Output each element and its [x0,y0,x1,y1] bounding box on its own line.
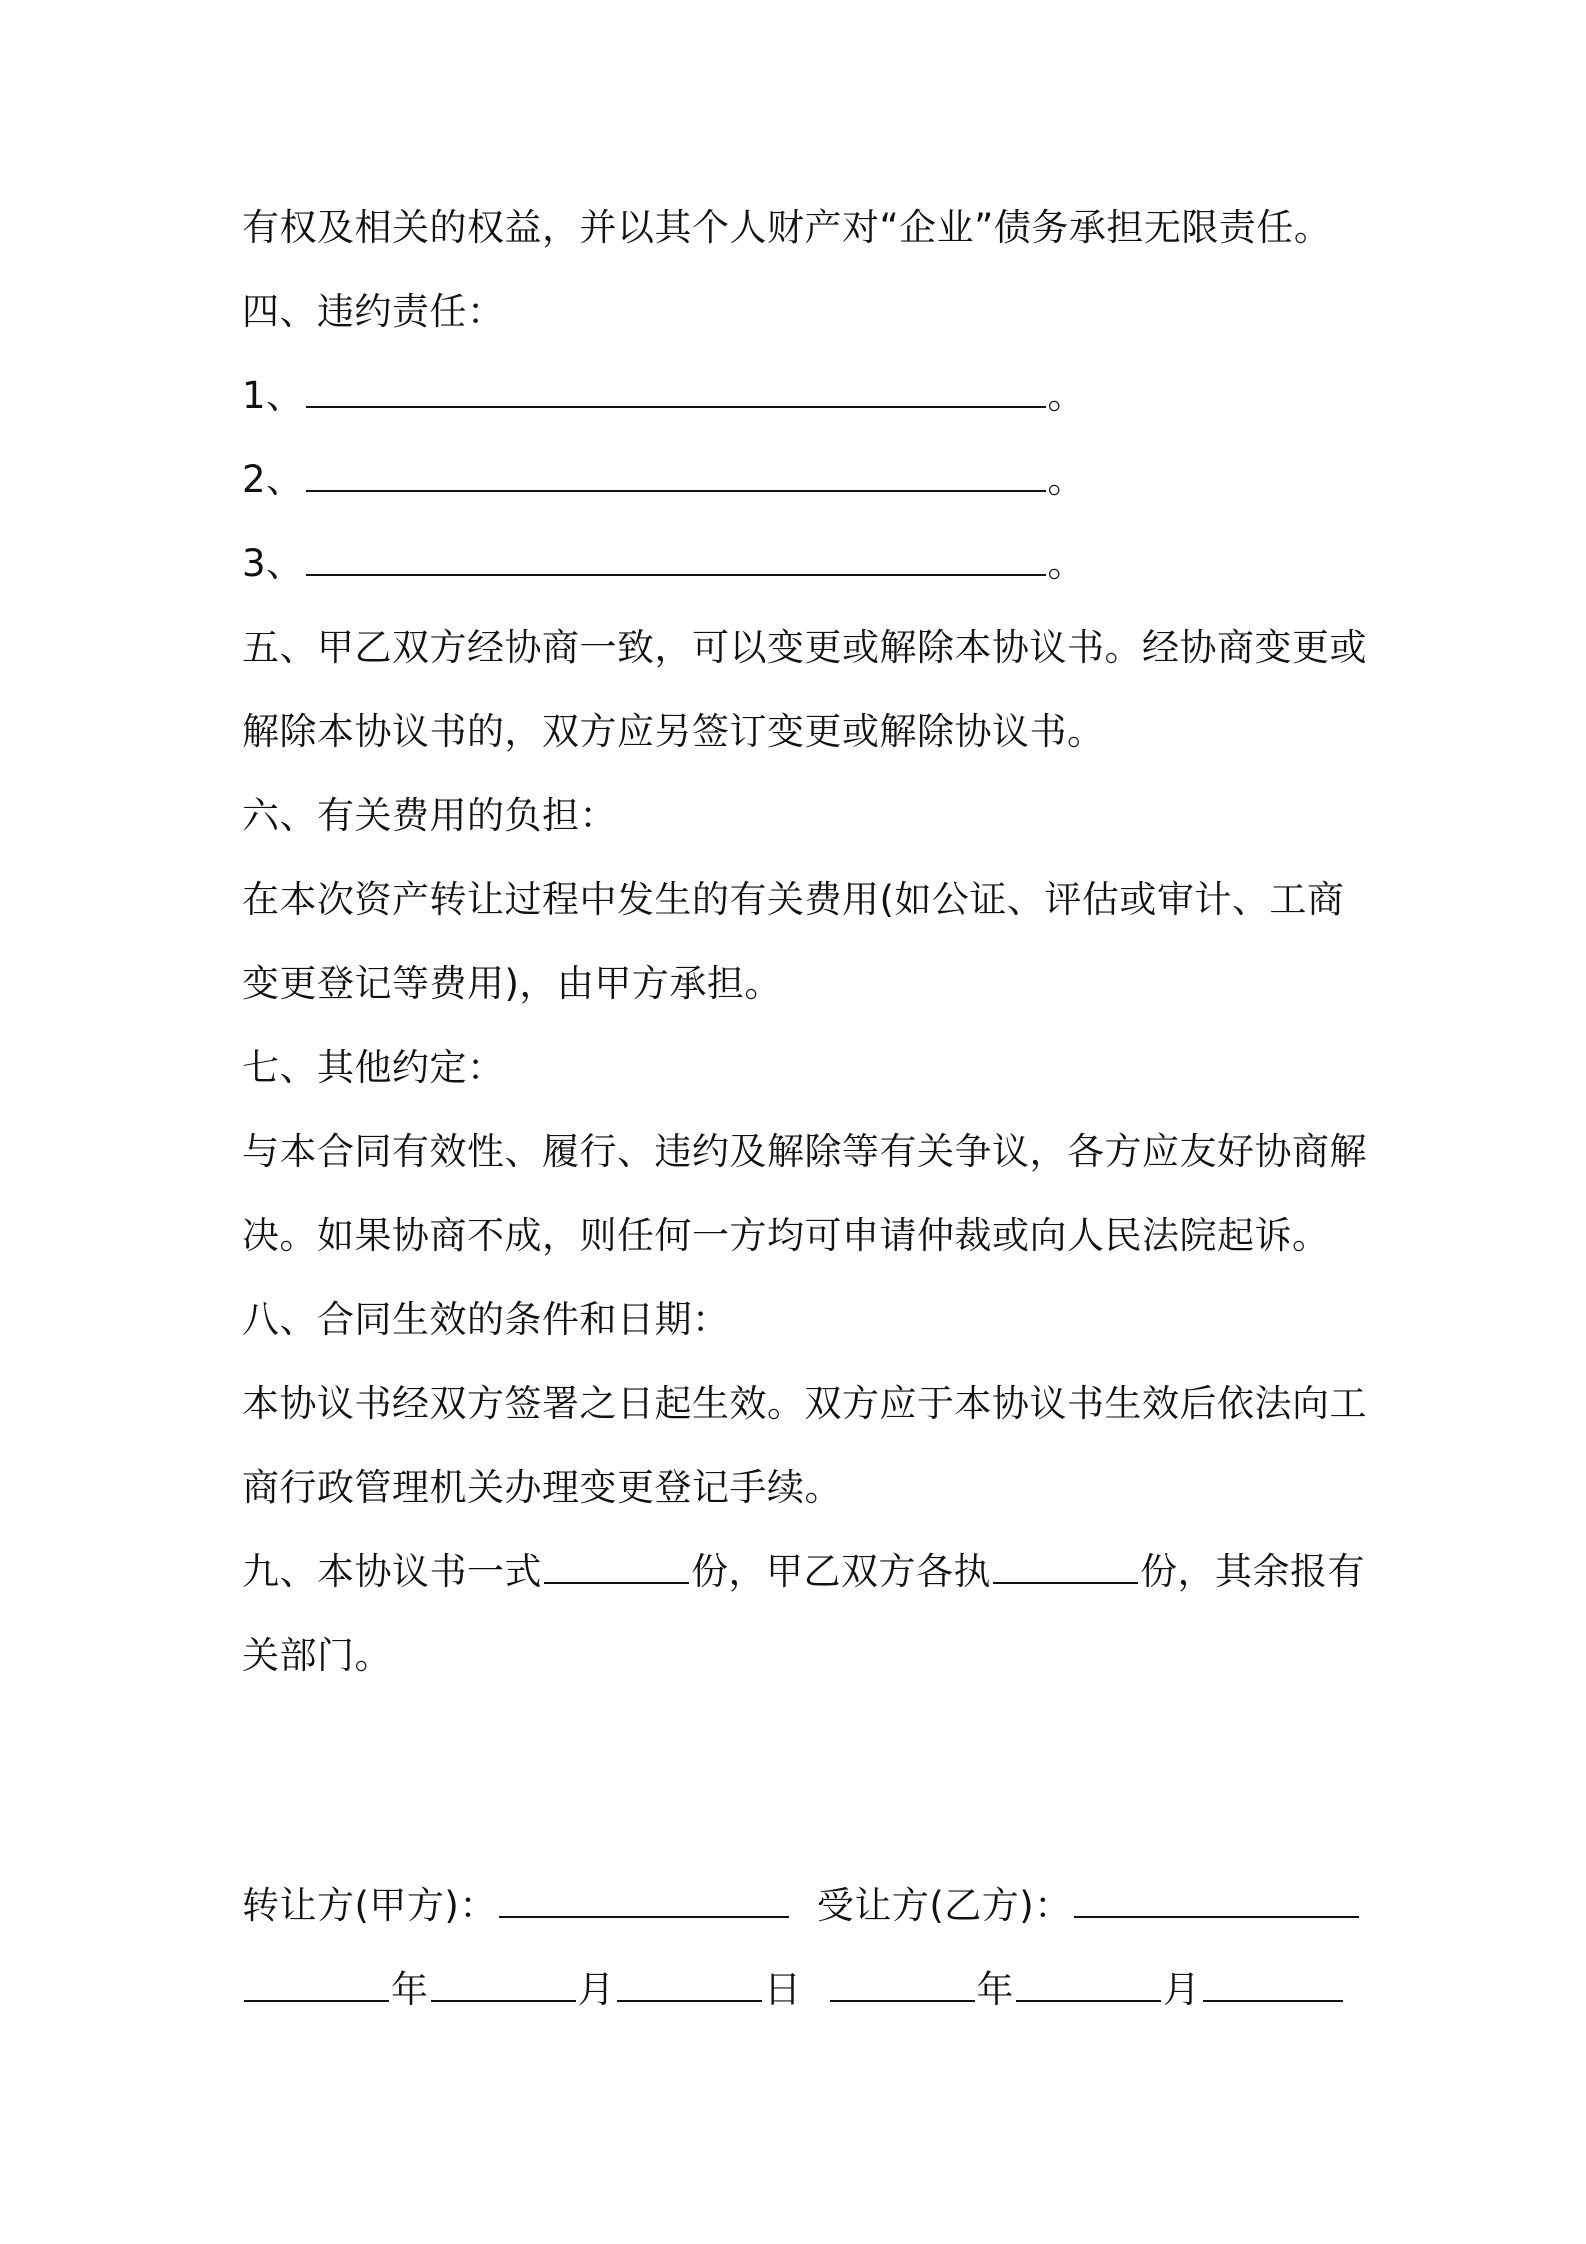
year-label: 年 [391,1968,429,2011]
paragraph-line: 关部门。 [242,1634,392,1677]
month-label-2: 月 [1163,1968,1201,2011]
paragraph-line: 本协议书经双方签署之日起生效。双方应于本协议书生效后依法向工 [242,1382,1367,1425]
signature-row [242,1880,1362,1932]
breach-item-end: 。 [1047,458,1086,501]
copies-suffix: 份，其余报有 [1140,1550,1365,1593]
paragraph-line: 变更登记等费用)，由甲方承担。 [242,962,782,1005]
paragraph-line: 商行政管理机关办理变更登记手续。 [242,1466,842,1509]
paragraph-line: 解除本协议书的，双方应另签订变更或解除协议书。 [242,710,1105,753]
section-heading-fees: 六、有关费用的负担： [242,794,617,837]
copies-middle: 份，甲乙双方各执 [691,1550,991,1593]
transferor-label: 转让方(甲方)： [242,1884,497,1927]
breach-item-end: 。 [1047,374,1086,417]
fill-blank[interactable] [306,538,1046,576]
breach-item-number: 3、 [242,542,304,585]
paragraph-line: 决。如果协商不成，则任何一方均可申请仲裁或向人民法院起诉。 [242,1214,1330,1257]
breach-item-end: 。 [1047,542,1086,585]
day-label: 日 [764,1968,802,2011]
transferee-label: 受让方(乙方)： [816,1884,1072,1927]
date-year-blank[interactable] [244,1964,389,2002]
breach-item-1 [242,370,1362,422]
section-heading-effective: 八、合同生效的条件和日期： [242,1298,730,1341]
transferor-signature-blank[interactable] [499,1880,789,1918]
copies-clause [242,1546,1365,1598]
date-year-blank-2[interactable] [830,1964,975,2002]
copies-prefix: 九、本协议书一式 [242,1550,542,1593]
section-heading-breach: 四、违约责任： [242,290,505,333]
fill-blank[interactable] [306,454,1046,492]
year-label-2: 年 [976,1968,1014,2011]
paragraph-line: 在本次资产转让过程中发生的有关费用(如公证、评估或审计、工商 [242,878,1345,921]
fill-blank[interactable] [306,370,1046,408]
section-heading-other: 七、其他约定： [242,1046,505,1089]
breach-item-number: 2、 [242,458,304,501]
breach-item-2 [242,454,1362,506]
date-month-blank[interactable] [431,1964,576,2002]
copies-count-blank[interactable] [544,1546,689,1584]
paragraph-line: 五、甲乙双方经协商一致，可以变更或解除本协议书。经协商变更或 [242,626,1367,669]
breach-item-3 [242,538,1362,590]
paragraph-line: 有权及相关的权益，并以其个人财产对“企业”债务承担无限责任。 [242,206,1332,249]
date-row [242,1964,1362,2016]
date-day-blank-2[interactable] [1203,1964,1343,2002]
month-label: 月 [577,1968,615,2011]
copies-each-blank[interactable] [993,1546,1138,1584]
breach-item-number: 1、 [242,374,304,417]
date-month-blank-2[interactable] [1016,1964,1161,2002]
transferee-signature-blank[interactable] [1074,1880,1359,1918]
paragraph-line: 与本合同有效性、履行、违约及解除等有关争议，各方应友好协商解 [242,1130,1367,1173]
date-day-blank[interactable] [617,1964,762,2002]
